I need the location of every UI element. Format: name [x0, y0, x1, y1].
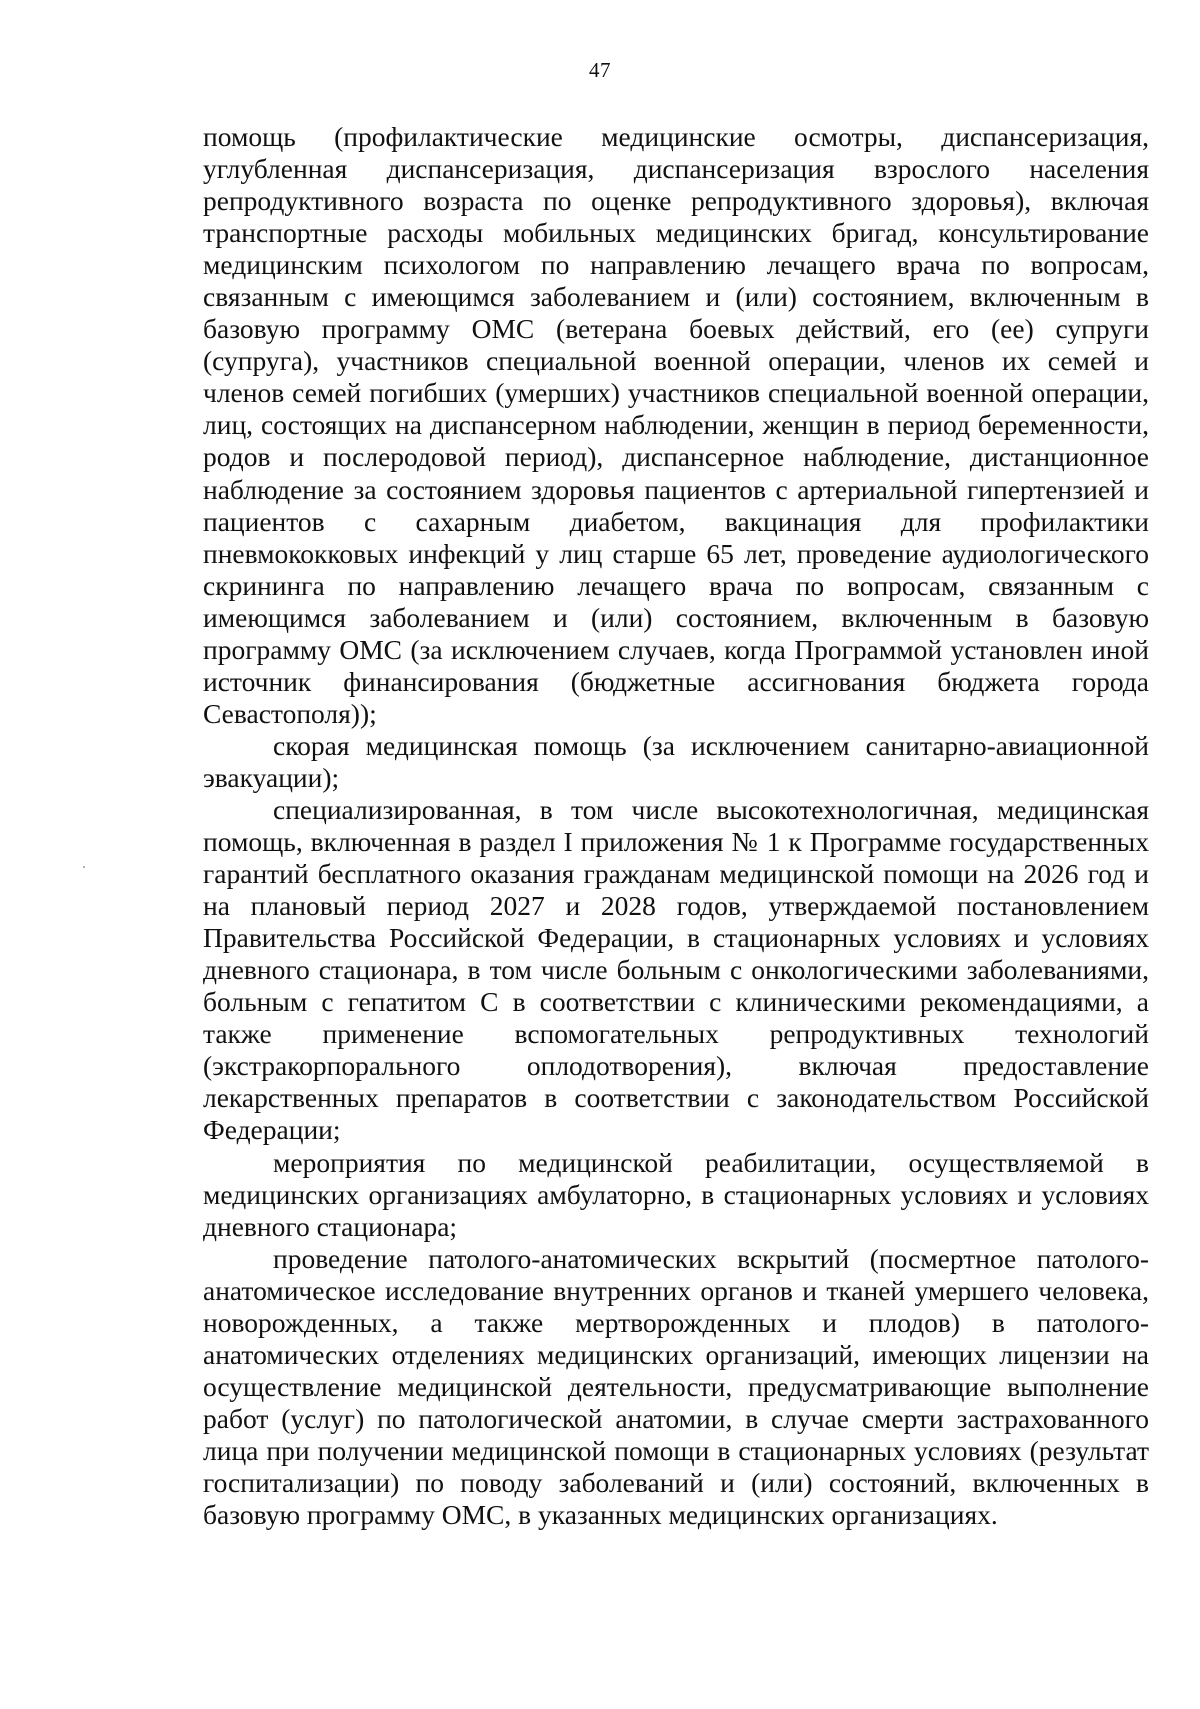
scan-speck — [83, 866, 85, 868]
page-number: 47 — [589, 58, 611, 82]
paragraph-specialized-care: специализированная, в том числе высокотехнологичная, медицинская помощь, включенная в раздел I приложения № 1 к Программе государственных гарантий бесплатного оказания гражданам медицинской помощи на 2026 год и на плановый период 2027 и 2028 годов, утверждаемой постановлением Правительства Российской Федерации, в стационарных условиях и условиях дневного стационара, в том числе больным с онкологическими заболеваниями, больным с гепатитом С в соответствии с клиническими рекомендациями, а также применение вспомогательных репродуктивных технологий (экстракорпорального оплодотворения), включая предоставление лекарственных препаратов в соответствии с законодательством Российской Федерации; — [203, 793, 1149, 1146]
document-body — [203, 121, 1149, 1531]
paragraph-rehabilitation: мероприятия по медицинской реабилитации, осуществляемой в медицинских организациях амбулаторно, в стационарных условиях и условиях дневного стационара; — [203, 1146, 1149, 1242]
paragraph-emergency-care: скорая медицинская помощь (за исключением санитарно-авиационной эвакуации); — [203, 729, 1149, 793]
paragraph-continuation: помощь (профилактические медицинские осмотры, диспансеризация, углубленная диспансеризация, диспансеризация взрослого населения репродуктивного возраста по оценке репродуктивного здоровья), включая транспортные расходы мобильных медицинских бригад, консультирование медицинским психологом по направлению лечащего врача по вопросам, связанным с имеющимся заболеванием и (или) состоянием, включенным в базовую программу ОМС (ветерана боевых действий, его (ее) супруги (супруга), участников специальной военной операции, членов их семей и членов семей погибших (умерших) участников специальной военной операции, лиц, состоящих на диспансерном наблюдении, женщин в период беременности, родов и послеродовой период), диспансерное наблюдение, дистанционное наблюдение за состоянием здоровья пациентов с артериальной гипертензией и пациентов с сахарным диабетом, вакцинация для профилактики пневмококковых инфекций у лиц старше 65 лет, проведение аудиологического скрининга по направлению лечащего врача по вопросам, связанным с имеющимся заболеванием и (или) состоянием, включенным в базовую программу ОМС (за исключением случаев, когда Программой установлен иной источник финансирования (бюджетные ассигнования бюджета города Севастополя)); — [203, 121, 1149, 729]
paragraph-pathology-autopsies: проведение патолого-анатомических вскрытий (посмертное патолого-анатомическое исследование внутренних органов и тканей умершего человека, новорожденных, а также мертворожденных и плодов) в патолого-анатомических отделениях медицинских организаций, имеющих лицензии на осуществление медицинской деятельности, предусматривающие выполнение работ (услуг) по патологической анатомии, в случае смерти застрахованного лица при получении медицинской помощи в стационарных условиях (результат госпитализации) по поводу заболеваний и (или) состояний, включенных в базовую программу ОМС, в указанных медицинских организациях. — [203, 1242, 1149, 1531]
